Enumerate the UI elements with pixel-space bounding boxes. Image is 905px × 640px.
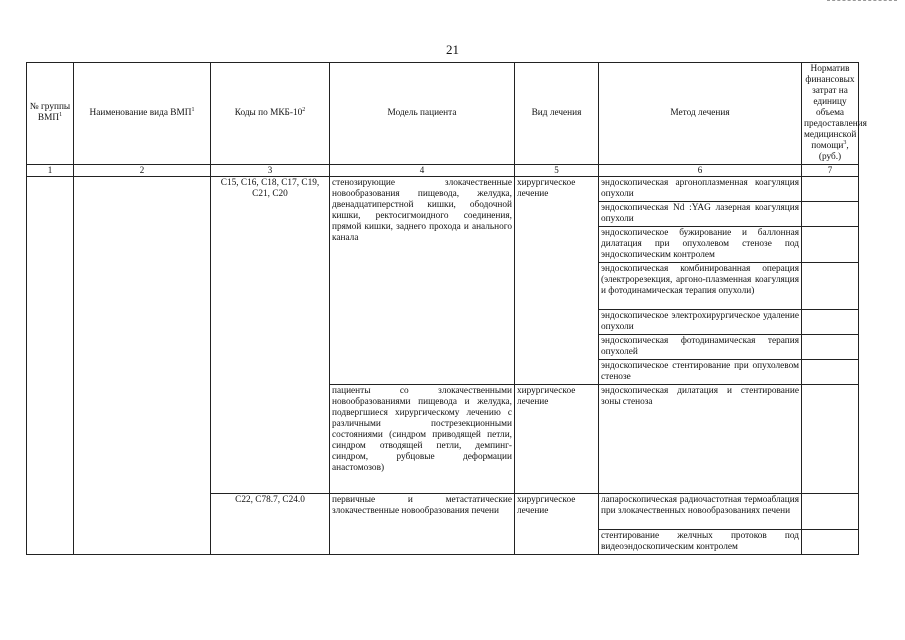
norm-cost-cell <box>802 201 859 226</box>
group-no-cell <box>27 176 74 554</box>
patient-model-cell: пациенты со злокачественными новообразованиями пищевода и желудка, подвергшиеся хирургическому лечению с различными пострезекционными состояниями (синдром приводящей петли, синдром отводящей петли, демпинг-синдром, рубцовые деформации анастомозов) <box>330 384 515 493</box>
vmp-name-cell <box>74 176 211 554</box>
header-patient-model: Модель пациента <box>330 63 515 165</box>
norm-cost-cell <box>802 493 859 529</box>
icd-codes-cell: C22, C78.7, C24.0 <box>211 493 330 554</box>
patient-model-cell: стенозирующие злокачественные новообразования пищевода, желудка, двенадцатиперстной кишки, ободочной кишки, ректосигмоидного соединения, прямой кишки, заднего прохода и анального канала <box>330 176 515 384</box>
norm-cost-cell <box>802 309 859 334</box>
treatment-method-cell: эндоскопическая аргоноплазменная коагуляция опухоли <box>599 176 802 201</box>
treatment-method-cell: эндоскопическое бужирование и баллонная дилатация при опухолевом стенозе под эндоскопическим контролем <box>599 226 802 262</box>
treatment-method-cell: эндоскопическая дилатация и стентирование зоны стеноза <box>599 384 802 493</box>
table-row <box>27 176 859 201</box>
norm-cost-cell <box>802 359 859 384</box>
header-icd-codes: Коды по МКБ-$10^2$ <box>211 63 330 165</box>
page-number: 21 <box>446 42 459 57</box>
column-number: 4 <box>330 164 515 176</box>
column-number: 2 <box>74 164 211 176</box>
norm-cost-cell <box>802 384 859 493</box>
treatment-method-cell: эндоскопическая комбинированная операция (электрорезекция, аргоно-плазменная коагуляция и фотодинамическая терапия опухоли) <box>599 262 802 309</box>
treatment-method-cell: эндоскопическое стентирование при опухолевом стенозе <box>599 359 802 384</box>
treatment-type-cell: хирургическое лечение <box>515 384 599 493</box>
header-treatment-type: Вид лечения <box>515 63 599 165</box>
column-number-row <box>27 164 859 176</box>
column-number: 1 <box>27 164 74 176</box>
column-number: 7 <box>802 164 859 176</box>
treatment-method-cell: лапароскопическая радиочастотная термоаблация при злокачественных новообразованиях печени <box>599 493 802 529</box>
column-number: 5 <box>515 164 599 176</box>
treatment-type-cell: хирургическое лечение <box>515 493 599 554</box>
treatment-method-cell: эндоскопическое электрохирургическое удаление опухоли <box>599 309 802 334</box>
header-norm-cost: Норматив финансовых затрат на единицу объема предоставления медицинской помощи$^3$, (руб.) <box>802 63 859 165</box>
column-number: 6 <box>599 164 802 176</box>
treatment-method-cell: эндоскопическая фотодинамическая терапия опухолей <box>599 334 802 359</box>
column-number: 3 <box>211 164 330 176</box>
norm-cost-cell <box>802 262 859 309</box>
header-treatment-method: Метод лечения <box>599 63 802 165</box>
header-group-no: № группы ВМП$^1$ <box>27 63 74 165</box>
scan-edge-mark <box>827 0 897 2</box>
treatment-method-cell: стентирование желчных протоков под видеоэндоскопическим контролем <box>599 529 802 554</box>
norm-cost-cell <box>802 529 859 554</box>
header-row <box>27 63 859 165</box>
patient-model-cell: первичные и метастатические злокачественные новообразования печени <box>330 493 515 554</box>
treatment-type-cell: хирургическое лечение <box>515 176 599 384</box>
vmp-table <box>26 62 867 555</box>
norm-cost-cell <box>802 334 859 359</box>
treatment-method-cell: эндоскопическая Nd :YAG лазерная коагуляция опухоли <box>599 201 802 226</box>
norm-cost-cell <box>802 176 859 201</box>
norm-cost-cell <box>802 226 859 262</box>
header-vmp-name: Наименование вида ВМП$^1$ <box>74 63 211 165</box>
icd-codes-cell: C15, C16, C18, C17, C19, C21, C20 <box>211 176 330 493</box>
